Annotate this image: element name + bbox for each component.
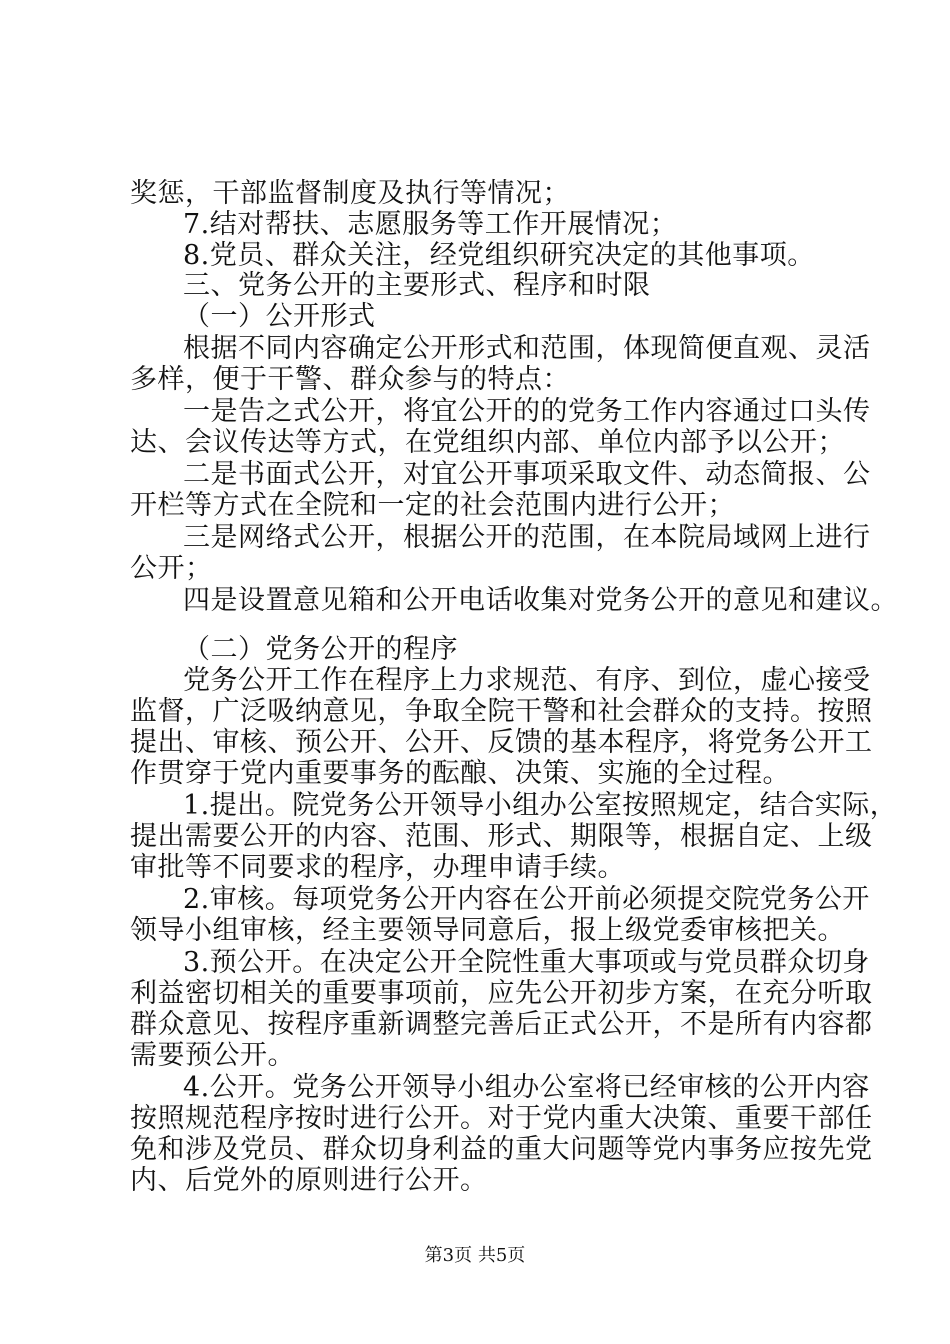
paragraph-line: 提出需要公开的内容、范围、形式、期限等，根据自定、上级 [130, 821, 873, 852]
paragraph-line: 内、后党外的原则进行公开。 [130, 1165, 488, 1196]
paragraph-line: 群众意见、按程序重新调整完善后正式公开，不是所有内容都 [130, 1009, 873, 1040]
paragraph-line: 2.审核。每项党务公开内容在公开前必须提交院党务公开 [183, 884, 870, 915]
paragraph-line: 党务公开工作在程序上力求规范、有序、到位，虚心接受 [183, 665, 871, 696]
paragraph-line: 利益密切相关的重要事项前，应先公开初步方案，在充分听取 [130, 978, 873, 1009]
list-item-7: 7.结对帮扶、志愿服务等工作开展情况； [183, 209, 678, 240]
paragraph-line: 作贯穿于党内重要事务的酝酿、决策、实施的全过程。 [130, 758, 790, 789]
paragraph-line: 需要预公开。 [130, 1040, 295, 1071]
subsection-heading: （二）党务公开的程序 [183, 634, 458, 665]
paragraph-line: 按照规范程序按时进行公开。对于党内重大决策、重要干部任 [130, 1103, 873, 1134]
paragraph-line: 四是设置意见箱和公开电话收集对党务公开的意见和建议。 [183, 585, 898, 616]
paragraph-line: 二是书面式公开，对宜公开事项采取文件、动态简报、公 [183, 459, 871, 490]
paragraph-line: 领导小组审核，经主要领导同意后，报上级党委审核把关。 [130, 915, 845, 946]
paragraph-line: 审批等不同要求的程序，办理申请手续。 [130, 852, 625, 883]
text-line: 奖惩，干部监督制度及执行等情况； [130, 178, 570, 209]
paragraph-line: 提出、审核、预公开、公开、反馈的基本程序，将党务公开工 [130, 727, 873, 758]
list-item-8: 8.党员、群众关注，经党组织研究决定的其他事项。 [183, 240, 815, 271]
section-heading: 三、党务公开的主要形式、程序和时限 [183, 270, 651, 301]
paragraph-line: 3.预公开。在决定公开全院性重大事项或与党员群众切身 [183, 947, 870, 978]
subsection-heading: （一）公开形式 [183, 301, 376, 332]
page-number-footer: 第3页 共5页 [424, 1245, 526, 1266]
paragraph-line: 4.公开。党务公开领导小组办公室将已经审核的公开内容 [183, 1072, 870, 1103]
paragraph-line: 免和涉及党员、群众切身利益的重大问题等党内事务应按先党 [130, 1134, 873, 1165]
paragraph-line: 达、会议传达等方式，在党组织内部、单位内部予以公开； [130, 427, 845, 458]
paragraph-line: 公开； [130, 553, 213, 584]
paragraph-line: 根据不同内容确定公开形式和范围，体现简便直观、灵活 [183, 333, 871, 364]
paragraph-line: 多样，便于干警、群众参与的特点： [130, 364, 570, 395]
paragraph-line: 监督，广泛吸纳意见，争取全院干警和社会群众的支持。按照 [130, 696, 873, 727]
paragraph-line: 开栏等方式在全院和一定的社会范围内进行公开； [130, 490, 735, 521]
paragraph-line: 1.提出。院党务公开领导小组办公室按照规定，结合实际， [183, 790, 898, 821]
paragraph-line: 三是网络式公开，根据公开的范围，在本院局域网上进行 [183, 522, 871, 553]
paragraph-line: 一是告之式公开，将宜公开的的党务工作内容通过口头传 [183, 396, 871, 427]
